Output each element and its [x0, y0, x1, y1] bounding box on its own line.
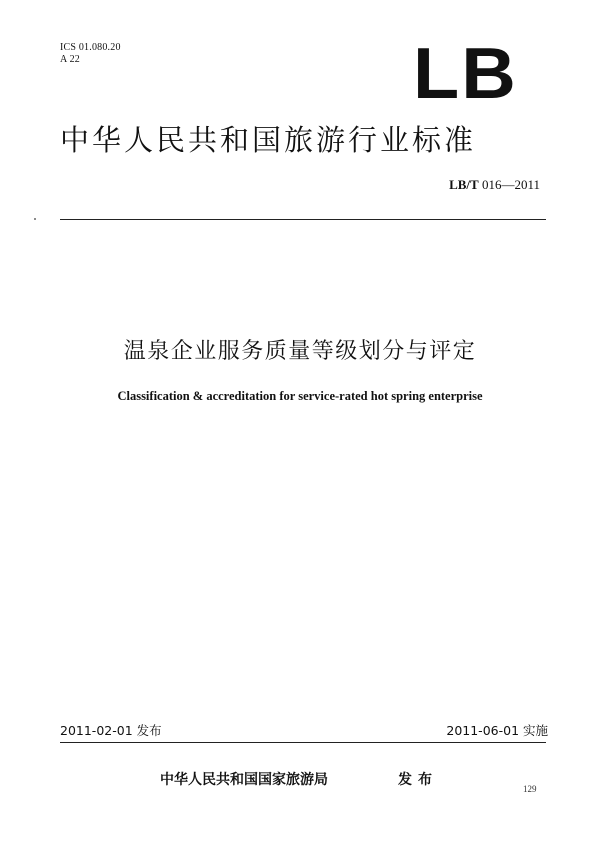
document-title-chinese: 温泉企业服务质量等级划分与评定 — [123, 339, 477, 364]
issue-date: 2011-02-01 发布 — [60, 723, 162, 738]
implementation-date: 2011-06-01 实施 — [446, 723, 548, 738]
publisher-name: 中华人民共和国国家旅游局 — [160, 772, 328, 788]
header-divider — [60, 219, 546, 220]
standard-number-prefix: LB/T — [449, 177, 479, 192]
ccs-code: A 22 — [60, 54, 80, 65]
ics-code: ICS 01.080.20 — [60, 42, 121, 53]
scan-speck — [34, 218, 36, 220]
dates-divider — [60, 742, 546, 743]
standard-number-value: 016—2011 — [481, 177, 540, 192]
lb-logo: LB — [413, 34, 518, 114]
standard-number — [449, 177, 540, 193]
publish-label: 发布 — [398, 772, 438, 788]
page-number: 129 — [523, 784, 537, 794]
standard-category-title: 中华人民共和国旅游行业标准 — [60, 123, 477, 157]
document-title-english: Classification & accreditation for service-rated hot spring enterprise — [117, 389, 483, 403]
